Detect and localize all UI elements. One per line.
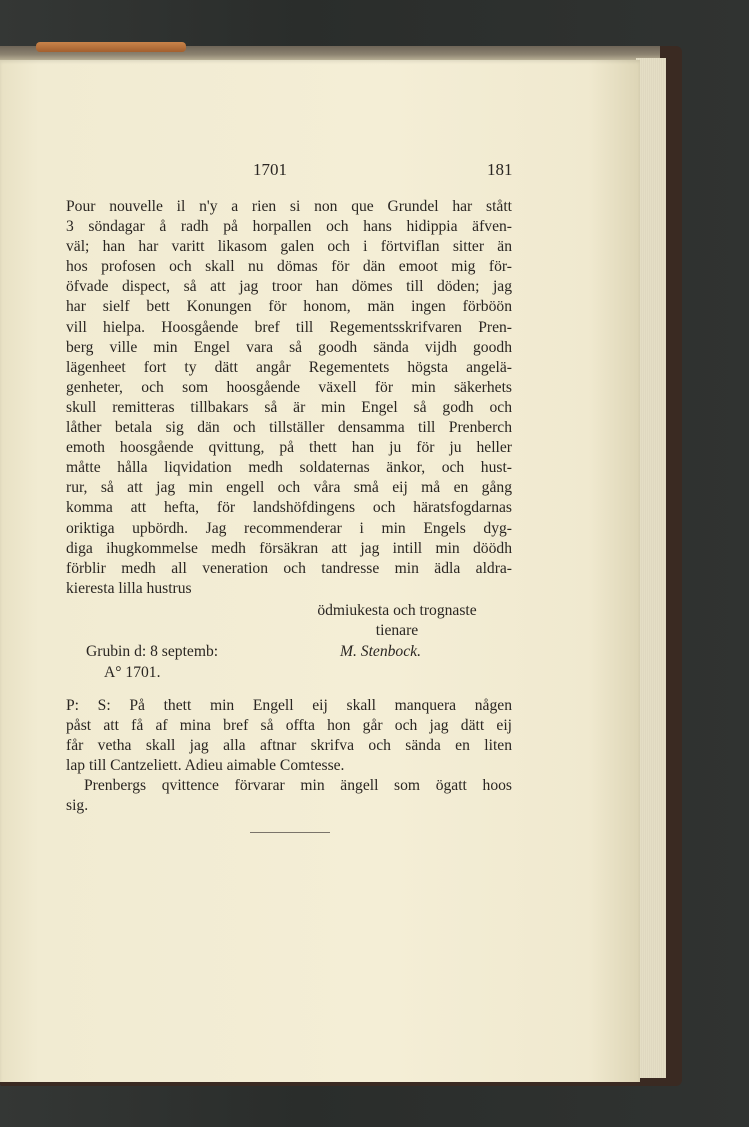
section-rule (250, 832, 330, 833)
letter-line: berg ville min Engel vara så goodh sända vijdh goodh (66, 338, 512, 356)
postscript-line: sig. (66, 797, 89, 815)
letter-line: väl; han har varitt likasom galen och i förtviflan sitter än (66, 238, 512, 256)
letter-line: emoth hoosgående qvittung, på thett han ju för ju heller (66, 439, 512, 457)
year-line: A° 1701. (104, 664, 161, 681)
postscript-line: påst att få af mina bref så offta hon går och jag dätt eij (66, 717, 512, 735)
letter-line: rur, så att jag min engell och våra små eij må en gång (66, 479, 512, 497)
signature: M. Stenbock. (340, 643, 421, 660)
letter-line: diga ihugkommelse medh försäkran att jag intill min döödh (66, 539, 512, 557)
letter-line: komma att hefta, för landshöfdingens och häratsfogdarnas (66, 499, 512, 517)
letter-line: lägenheet fort ty dätt angår Regementets högsta angelä- (66, 358, 512, 376)
letter-body (66, 197, 512, 599)
postscript-line: P: S: På thett min Engell eij skall manquera någen (66, 697, 512, 714)
page-edges (636, 58, 666, 1078)
running-head-year: 1701 (253, 160, 287, 179)
letter-line: förblir medh all veneration och tandresse min ädla aldra- (66, 559, 512, 577)
letter-line: 3 söndagar å radh på horpallen och hans hidippia äfven- (66, 218, 512, 236)
letter-line: oriktiga upbördh. Jag recommenderar i min Engels dyg- (66, 519, 512, 537)
letter-line: Pour nouvelle il n'y a rien si non que Grundel har stått (66, 198, 512, 215)
letter-line: låther betala sig dän och tillställer densamma till Prenberch (66, 419, 512, 437)
closing-salutation-2: tienare (375, 622, 419, 639)
letter-line: vill hielpa. Hoosgående bref till Regementsskrifvaren Pren- (66, 318, 512, 336)
postscript-line: får vetha skall jag alla aftnar skrifva och sända en liten (66, 737, 512, 755)
letter-line: genheter, och som hoosgående växell för min säkerhets (66, 378, 512, 396)
letter-line: hos profosen och skall nu dömas för dän emoot mig för- (66, 258, 512, 276)
bookmark-ribbon (36, 42, 186, 52)
letter-line: måtte hålla liqvidation medh soldaternas änkor, och hust- (66, 459, 512, 477)
letter-line: skull remitteras tillbakars så är min Engel så godh och (66, 398, 512, 416)
closing-salutation: ödmiukesta och trognaste (317, 602, 477, 619)
postscript (66, 696, 512, 817)
letter-line: har sielf bett Konungen för honom, män ingen förböön (66, 298, 512, 316)
postscript-line: Prenbergs qvittence förvarar min ängell som ögatt hoos (84, 777, 512, 795)
place-and-date: Grubin d: 8 septemb: (86, 643, 219, 660)
postscript-line: lap till Cantzeliett. Adieu aimable Comtesse. (66, 757, 345, 775)
letter-line: kieresta lilla hustrus (66, 579, 192, 597)
letter-line: öfvade dispect, så att jag troor han dömes till döden; jag (66, 278, 512, 296)
page-number: 181 (487, 160, 513, 179)
